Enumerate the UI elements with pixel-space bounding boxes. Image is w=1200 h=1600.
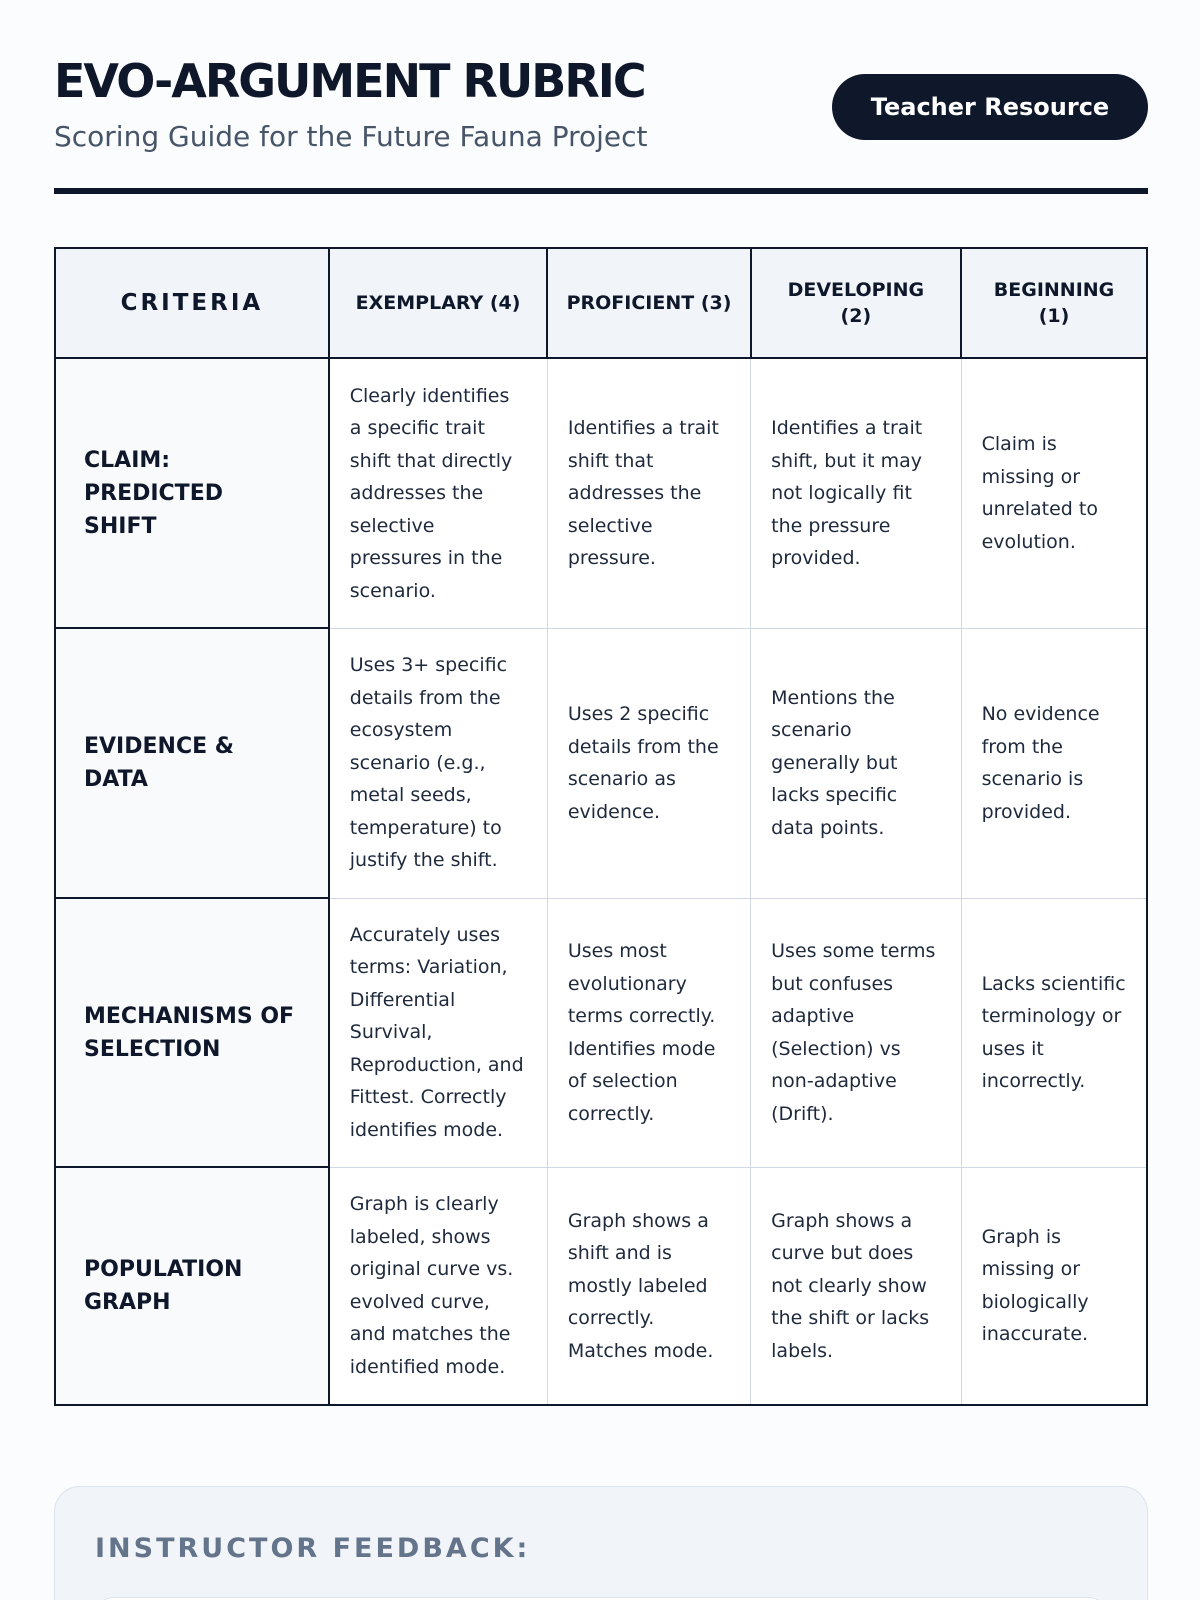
column-header-developing: DEVELOPING (2) (751, 248, 961, 358)
beginning-cell: Claim is missing or unrelated to evolution. (961, 358, 1147, 628)
column-header-beginning: BEGINNING (1) (961, 248, 1147, 358)
criteria-cell: EVIDENCE & DATA (55, 628, 329, 898)
criteria-cell: CLAIM: PREDICTED SHIFT (55, 358, 329, 628)
column-header-criteria: CRITERIA (55, 248, 329, 358)
beginning-cell: No evidence from the scenario is provided. (961, 628, 1147, 898)
criteria-cell: POPULATION GRAPH (55, 1167, 329, 1405)
developing-cell: Uses some terms but confuses adaptive (Selection) vs non-adaptive (Drift). (751, 898, 961, 1167)
beginning-cell: Lacks scientific terminology or uses it incorrectly. (961, 898, 1147, 1167)
exemplary-cell: Clearly identifies a specific trait shift that directly addresses the selective pressures in the scenario. (329, 358, 548, 628)
developing-cell: Identifies a trait shift, but it may not logically fit the pressure provided. (751, 358, 961, 628)
beginning-cell: Graph is missing or biologically inaccurate. (961, 1167, 1147, 1405)
page-header (54, 48, 1148, 194)
column-header-proficient: PROFICIENT (3) (547, 248, 750, 358)
instructor-feedback-panel (54, 1486, 1148, 1600)
page-title: EVO-ARGUMENT RUBRIC (54, 54, 645, 108)
rubric-table (54, 247, 1148, 1406)
page-subtitle: Scoring Guide for the Future Fauna Project (54, 120, 648, 153)
table-row (55, 628, 1147, 898)
table-header-row (55, 248, 1147, 358)
proficient-cell: Identifies a trait shift that addresses the selective pressure. (547, 358, 750, 628)
exemplary-cell: Graph is clearly labeled, shows original curve vs. evolved curve, and matches the identified mode. (329, 1167, 548, 1405)
teacher-resource-badge: Teacher Resource (832, 74, 1148, 140)
instructor-feedback-heading: INSTRUCTOR FEEDBACK: (95, 1533, 531, 1564)
table-row (55, 898, 1147, 1167)
proficient-cell: Uses 2 specific details from the scenario as evidence. (547, 628, 750, 898)
developing-cell: Mentions the scenario generally but lacks specific data points. (751, 628, 961, 898)
exemplary-cell: Uses 3+ specific details from the ecosystem scenario (e.g., metal seeds, temperature) to justify the shift. (329, 628, 548, 898)
column-header-exemplary: EXEMPLARY (4) (329, 248, 548, 358)
exemplary-cell: Accurately uses terms: Variation, Differential Survival, Reproduction, and Fittest. Correctly identifies mode. (329, 898, 548, 1167)
proficient-cell: Graph shows a shift and is mostly labeled correctly. Matches mode. (547, 1167, 750, 1405)
criteria-cell: MECHANISMS OF SELECTION (55, 898, 329, 1167)
table-row (55, 358, 1147, 628)
proficient-cell: Uses most evolutionary terms correctly. Identifies mode of selection correctly. (547, 898, 750, 1167)
table-row (55, 1167, 1147, 1405)
developing-cell: Graph shows a curve but does not clearly show the shift or lacks labels. (751, 1167, 961, 1405)
